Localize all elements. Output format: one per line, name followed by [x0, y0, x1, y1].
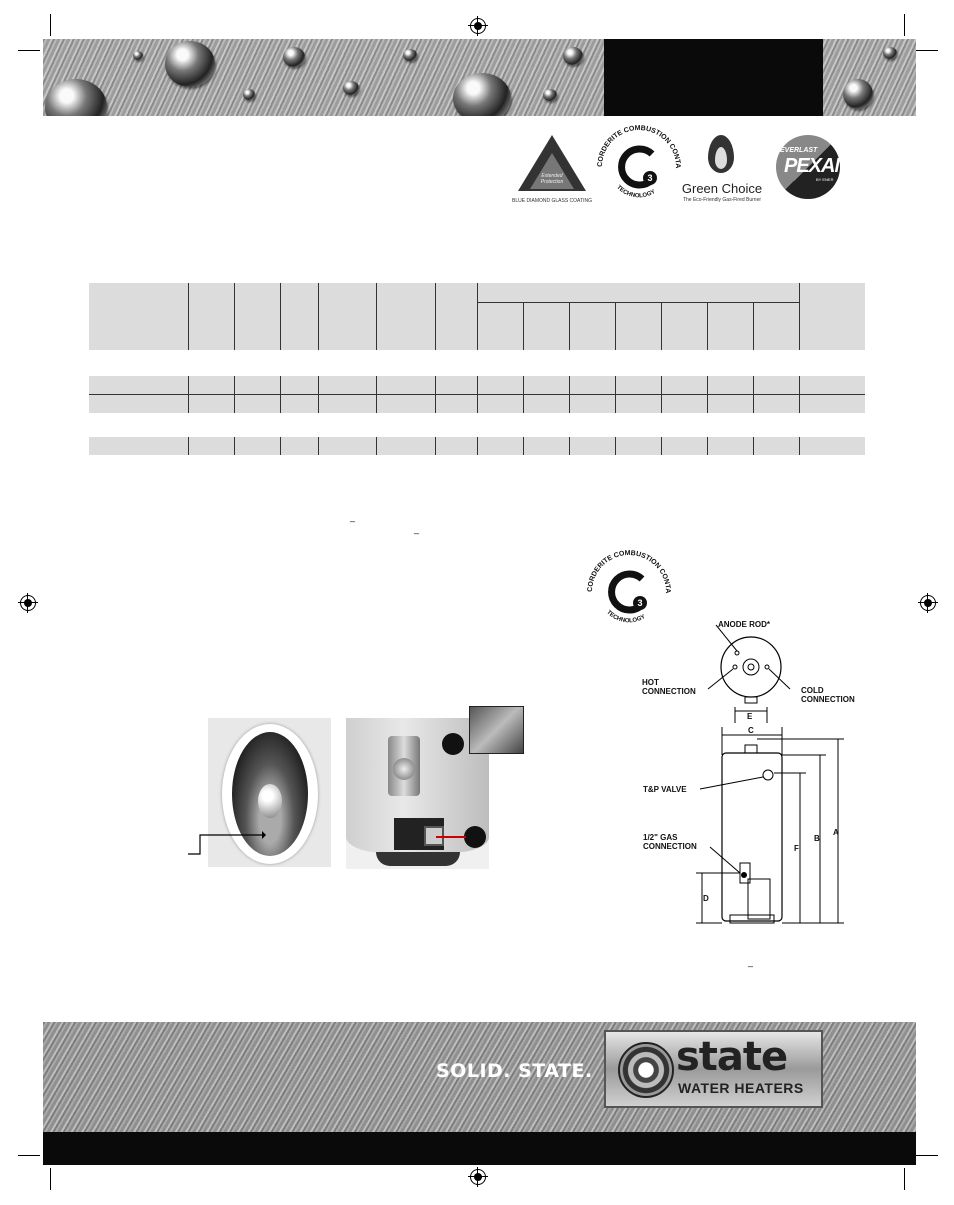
cold-connection-label: COLD CONNECTION — [801, 686, 855, 704]
water-drop — [165, 41, 215, 87]
water-drop — [403, 49, 417, 61]
svg-text:CORDERITE COMBUSTION CONTAINME — [582, 545, 671, 594]
crop-mark — [50, 1168, 51, 1190]
water-drop — [563, 47, 583, 65]
water-drop — [133, 51, 143, 60]
c3-ring-text-bottom: TECHNOLOGY — [605, 609, 647, 625]
dimension-d-label: D — [703, 894, 709, 903]
registration-mark-icon — [470, 1169, 486, 1185]
c3-number: 3 — [647, 173, 653, 183]
text-fragment: _ — [748, 957, 754, 967]
water-drop — [453, 73, 511, 116]
water-drop — [543, 89, 557, 101]
water-drop — [883, 47, 897, 59]
c3-ring-text-bottom: TECHNOLOGY — [615, 184, 657, 200]
hot-connection-label: HOT CONNECTION — [642, 678, 696, 696]
state-brand-plate: state WATER HEATERS — [604, 1030, 823, 1108]
water-drop — [843, 79, 873, 109]
gas-valve-photo — [346, 718, 489, 869]
crop-mark — [50, 14, 51, 36]
inset-photo — [469, 706, 524, 754]
crop-mark — [18, 50, 40, 51]
dimension-f-label: F — [794, 844, 799, 853]
text-fragment: _ — [350, 512, 356, 522]
registration-mark-icon — [20, 595, 36, 611]
water-heater-diagram — [640, 615, 880, 935]
footer-bar — [43, 1132, 916, 1165]
c3-technology-logo — [592, 120, 686, 214]
tp-valve-label: T&P VALVE — [643, 785, 687, 794]
registration-mark-icon — [470, 18, 486, 34]
water-drop — [283, 47, 305, 67]
everlast-pexan-logo: EVERLAST PEXAN BY ENER — [776, 135, 840, 199]
c3-ring-text: CORDERITE COMBUSTION CONTA — [596, 124, 682, 169]
dimension-c-label: C — [748, 726, 754, 735]
crop-mark — [916, 1155, 938, 1156]
banner-title-block — [604, 39, 823, 116]
slogan: SOLID. STATE. — [436, 1060, 593, 1082]
dimension-a-label: A — [833, 828, 839, 837]
callout-arrow — [186, 826, 266, 856]
callout-line — [436, 836, 466, 838]
dimension-b-label: B — [814, 834, 820, 843]
water-drop — [343, 81, 359, 95]
crop-mark — [18, 1155, 40, 1156]
text-fragment: _ — [414, 524, 420, 534]
svg-text:CORDERITE COMBUSTION CONTAINME — [592, 120, 681, 169]
registration-mark-icon — [920, 595, 936, 611]
c3-number: 3 — [637, 598, 643, 608]
dimension-e-label: E — [747, 712, 753, 721]
c3-ring-text: CORDERITE COMBUSTION CONTA — [586, 549, 672, 594]
green-choice-logo: Green Choice The Eco-Friendly Gas-Fired Burner — [680, 135, 764, 203]
crop-mark — [916, 50, 938, 51]
anode-rod-label: ANODE ROD* — [718, 620, 771, 629]
footer-banner — [43, 1022, 916, 1165]
callout-dot — [442, 733, 464, 755]
crop-mark — [904, 1168, 905, 1190]
callout-dot — [464, 826, 486, 848]
crop-mark — [904, 14, 905, 36]
gas-connection-label: 1/2" GAS CONNECTION — [643, 833, 697, 851]
water-drop — [243, 89, 255, 100]
water-drop — [45, 79, 107, 116]
blue-diamond-logo: Extended Protection BLUE DIAMOND GLASS COATING — [512, 135, 592, 197]
state-logo-icon — [618, 1042, 674, 1098]
header-banner — [43, 39, 916, 116]
